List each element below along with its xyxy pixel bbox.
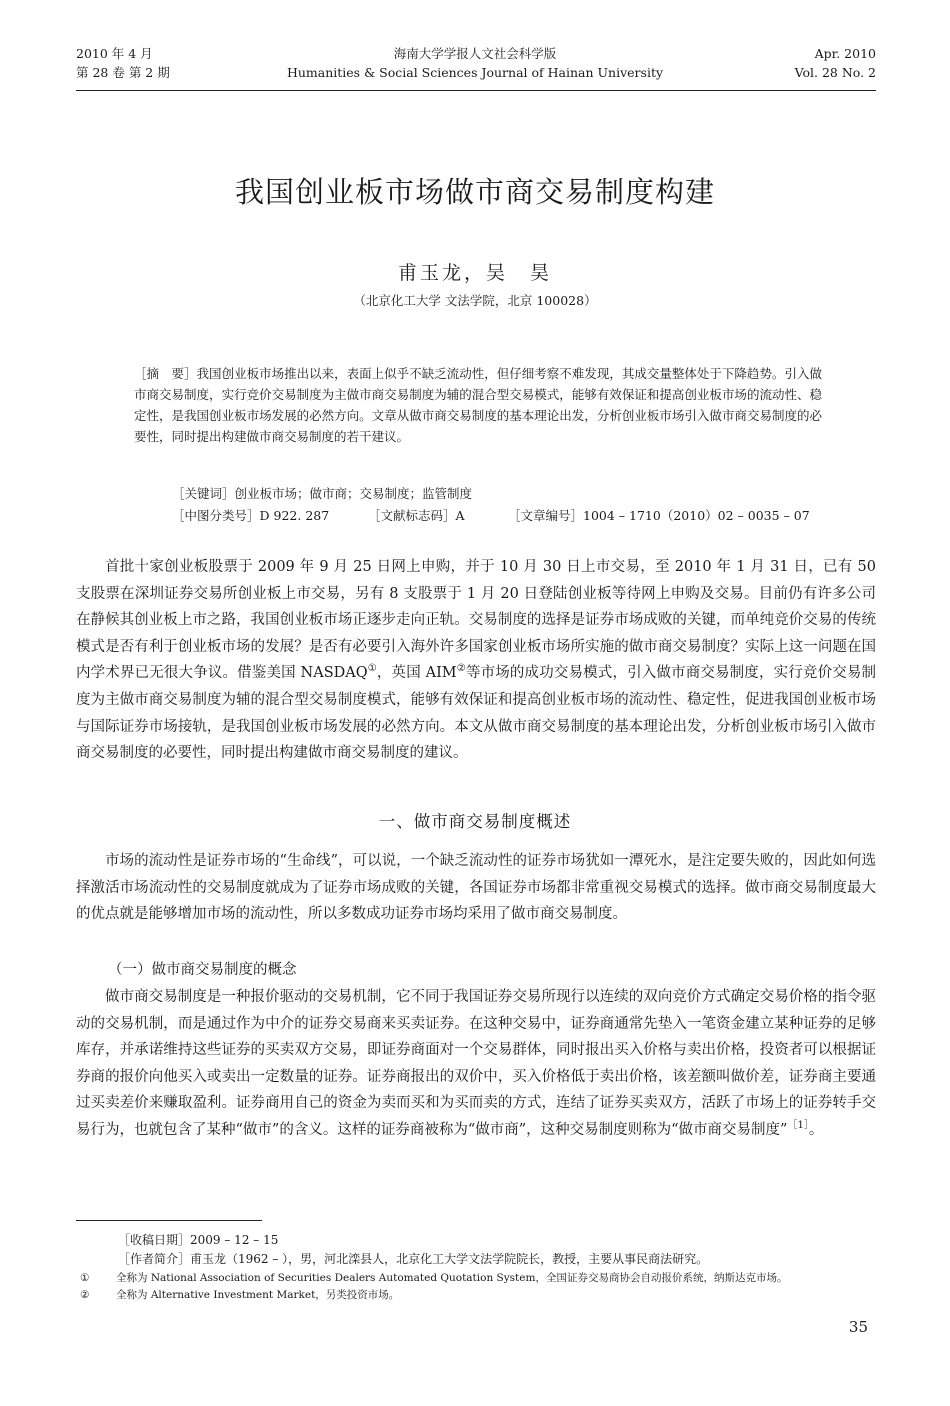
concept-text-a: 做市商交易制度是一种报价驱动的交易机制，它不同于我国证券交易所现行以连续的双向竞价方式确定交易价格的指令驱动的交易机制，而是通过作为中介的证券交易商来买卖证券。在这种交易中，证券商通常先垫入一笔资金建立某种证券的足够库存，并承诺维持这些证券的买卖双方交易，即证券商面对一个交易群体，同时报出买入价格与卖出价格，投资者可以根据证券商的报价向他买入或卖出一定数量的证券。证券商报出的双价中，买入价格低于卖出价格，该差额叫做价差，证券商主要通过买卖差价来赚取盈利。证券商用自己的资金为卖而买和为买而卖的方式，连结了证券买卖双方，活跃了市场上的证券转手交易行为，也就包含了某种“做市”的含义。这样的证券商被称为“做市商”，这种交易制度则称为“做市商交易制度” [76,989,876,1138]
keywords-label: ［关键词］ [172,486,235,501]
footnote-1-text: 全称为 National Association of Securities Dealers Automated Quotation System，全国证券交易商协会自动报价系统，纳斯达克市场。 [116,1272,788,1284]
section1-paragraph: 市场的流动性是证券市场的“生命线”，可以说，一个缺乏流动性的证券市场犹如一潭死水，是注定要失败的，因此如何选择激活市场流动性的交易制度就成为了证券市场成败的关键，各国证券市场都非常重视交易模式的选择。做市商交易制度最大的优点就是能够增加市场的流动性，所以多数成功证券市场均采用了做市商交易制度。 [76,853,876,923]
article-authors: 甫玉龙，吴 昊 [397,262,552,284]
doc-code [368,505,508,526]
footnote-1-mark: ① [80,1272,90,1284]
article-id-label: ［文章编号］ [508,508,584,523]
doc-value: A [455,508,465,523]
concept-text-b: 。 [808,1121,824,1138]
intro-text-b: ，英国 AIM [376,665,457,682]
keywords [172,483,862,504]
header-volume-cn: 第 28 卷 第 2 期 [76,65,170,80]
page-number: 35 [848,1318,868,1336]
intro-text-c: 等市场的成功交易模式，引入做市商交易制度，实行竞价交易制度为主做市商交易制度为辅的混合型交易制度模式，能够有效保证和提高创业板市场的流动性、稳定性，促进我国创业板市场与国际证券市场接轨，是我国创业板市场发展的必然方向。本文从做市商交易制度的基本理论出发，分析创业板市场引入做市商交易制度的必要性，同时提出构建做市商交易制度的建议。 [76,665,877,762]
header-journal-en: Humanities & Social Sciences Journal of Hainan University [286,65,664,80]
header-date-en: Apr. 2010 [814,46,876,61]
header-issue-info-en [795,44,876,82]
doc-label: ［文献标志码］ [368,508,456,523]
clc-label: ［中图分类号］ [172,508,260,523]
citation-ref-1: ［1］ [787,1120,809,1132]
clc-value: D 922. 287 [259,508,330,523]
classification-line [172,505,862,526]
header-divider [76,90,876,91]
footnote-ref-2: ② [456,663,466,675]
section-heading-1: 一、做市商交易制度概述 [378,812,572,831]
abstract-label: ［摘 要］ [134,366,197,381]
footnote-2-text: 全称为 Alternative Investment Market，另类投资市场。 [116,1289,400,1301]
received-value: 2009 – 12 – 15 [190,1233,279,1247]
footnote-2-mark: ② [80,1289,90,1301]
bio-label: ［作者简介］ [118,1252,191,1266]
abstract [134,363,822,447]
keywords-text: 创业板市场；做市商；交易制度；监管制度 [234,486,473,501]
author-affiliation: （北京化工大学 文法学院，北京 100028） [353,293,597,308]
clc-code [172,505,368,526]
article-title: 我国创业板市场做市商交易制度构建 [234,175,715,209]
header-volume-en: Vol. 28 No. 2 [794,65,876,80]
article-id [508,505,810,526]
header-journal-cn: 海南大学学报人文社会科学版 [393,46,557,61]
abstract-text: 我国创业板市场推出以来，表面上似乎不缺乏流动性，但仔细考察不难发现，其成交量整体处于下降趋势。引入做市商交易制度，实行竞价交易制度为主做市商交易制度为辅的混合型交易模式，能够有效保证和提高创业板市场的流动性、稳定性，是我国创业板市场发展的必然方向。文章从做市商交易制度的基本理论出发，分析创业板市场引入做市商交易制度的必要性，同时提出构建做市商交易制度的若干建议。 [134,366,822,444]
article-id-value: 1004 – 1710（2010）02 – 0035 – 07 [583,508,810,523]
footnote-2 [80,1286,399,1304]
footnote-ref-1: ① [367,663,377,675]
subsection-heading-1: （一）做市商交易制度的概念 [108,962,297,978]
footnote-divider [76,1220,262,1221]
footnote-1 [80,1269,787,1287]
bio-value: 甫玉龙（1962 – ），男，河北滦县人，北京化工大学文法学院院长，教授，主要从事民商法研究。 [190,1252,709,1266]
received-date [118,1231,278,1249]
concept-paragraph [76,984,876,1144]
intro-paragraph [76,554,876,767]
intro-text-a: 首批十家创业板股票于 2009 年 9 月 25 日网上申购，并于 10 月 30 日上市交易，至 2010 年 1 月 31 日，已有 50 支股票在深圳证券交易所创业板上市交易，另有 8 支股票于 1 月 20 日登陆创业板等待网上申购及交易。目前仍有许多公司在静候其创业板上市之路，我国创业板市场正逐步走向正轨。交易制度的选择是证券市场成败的关键，而单纯竞价交易的传统模式是否有利于创业板市场的发展？是否有必要引入海外许多国家创业板市场所实施的做市商交易制度？实际上这一问题在国内学术界已无很大争议。借鉴美国 NASDAQ [76,559,876,682]
author-bio [118,1250,708,1268]
header-date-cn: 2010 年 4 月 [76,46,153,61]
received-label: ［收稿日期］ [118,1233,191,1247]
